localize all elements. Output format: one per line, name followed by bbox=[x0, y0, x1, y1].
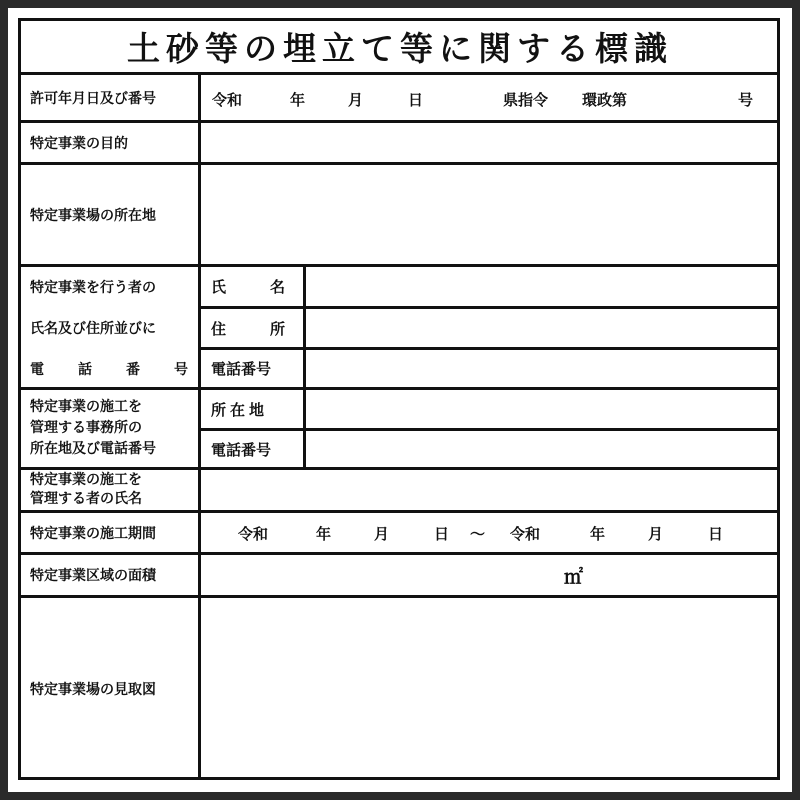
operator-phone-label: 電話番号 bbox=[211, 360, 272, 378]
period-label: 特定事業の施工期間 bbox=[30, 525, 156, 542]
period-day-start: 日 bbox=[434, 525, 450, 543]
divider bbox=[18, 120, 780, 123]
operator-label-line2: 氏名及び住所並びに bbox=[30, 321, 156, 337]
permit-env: 環政第 bbox=[582, 91, 628, 109]
purpose-label: 特定事業の目的 bbox=[30, 135, 128, 152]
address-char: 所 bbox=[269, 319, 285, 338]
operator-phone-char: 電 bbox=[30, 361, 44, 378]
address-char: 住 bbox=[211, 319, 227, 338]
office-label-line: 特定事業の施工を bbox=[30, 399, 142, 415]
period-tilde: ～ bbox=[470, 525, 486, 543]
permit-year: 年 bbox=[290, 91, 306, 109]
period-month-start: 月 bbox=[374, 525, 390, 543]
sign-title: 土砂等の埋立て等に関する標識 bbox=[127, 28, 673, 68]
operator-phone-char: 番 bbox=[126, 361, 140, 378]
operator-address-label bbox=[201, 309, 303, 347]
divider bbox=[303, 264, 306, 467]
location-label: 特定事業場の所在地 bbox=[30, 207, 156, 224]
permit-pref: 県指令 bbox=[503, 91, 549, 109]
permit-era: 令和 bbox=[212, 91, 243, 109]
period-day-end: 日 bbox=[708, 525, 724, 543]
office-phone-label: 電話番号 bbox=[211, 440, 272, 459]
manager-label-line: 管理する者の氏名 bbox=[30, 491, 142, 507]
period-year-start: 年 bbox=[316, 525, 332, 543]
operator-label-line3 bbox=[30, 350, 188, 387]
map-label: 特定事業場の見取図 bbox=[30, 682, 156, 698]
operator-name-label bbox=[201, 267, 303, 306]
manager-label-line: 特定事業の施工を bbox=[30, 472, 142, 488]
permit-number: 号 bbox=[738, 91, 754, 109]
area-label: 特定事業区域の面積 bbox=[30, 568, 156, 584]
operator-phone-char: 話 bbox=[78, 361, 92, 378]
period-year-end: 年 bbox=[590, 525, 606, 543]
office-location-label: 所在地 bbox=[211, 400, 269, 419]
permit-month: 月 bbox=[348, 91, 364, 109]
name-char: 氏 bbox=[211, 278, 227, 296]
permit-day: 日 bbox=[408, 91, 424, 109]
name-char: 名 bbox=[269, 278, 285, 296]
office-label-line: 所在地及び電話番号 bbox=[30, 441, 156, 457]
period-era-start: 令和 bbox=[238, 525, 269, 543]
office-label bbox=[30, 390, 156, 467]
operator-label-line1: 特定事業を行う者の bbox=[30, 279, 156, 296]
permit-label: 許可年月日及び番号 bbox=[30, 90, 156, 107]
period-era-end: 令和 bbox=[510, 525, 541, 543]
office-label-line: 管理する事務所の bbox=[30, 420, 142, 436]
operator-phone-char: 号 bbox=[174, 361, 188, 378]
manager-label bbox=[30, 470, 142, 510]
area-unit: ㎡ bbox=[564, 566, 584, 588]
period-month-end: 月 bbox=[648, 525, 664, 543]
